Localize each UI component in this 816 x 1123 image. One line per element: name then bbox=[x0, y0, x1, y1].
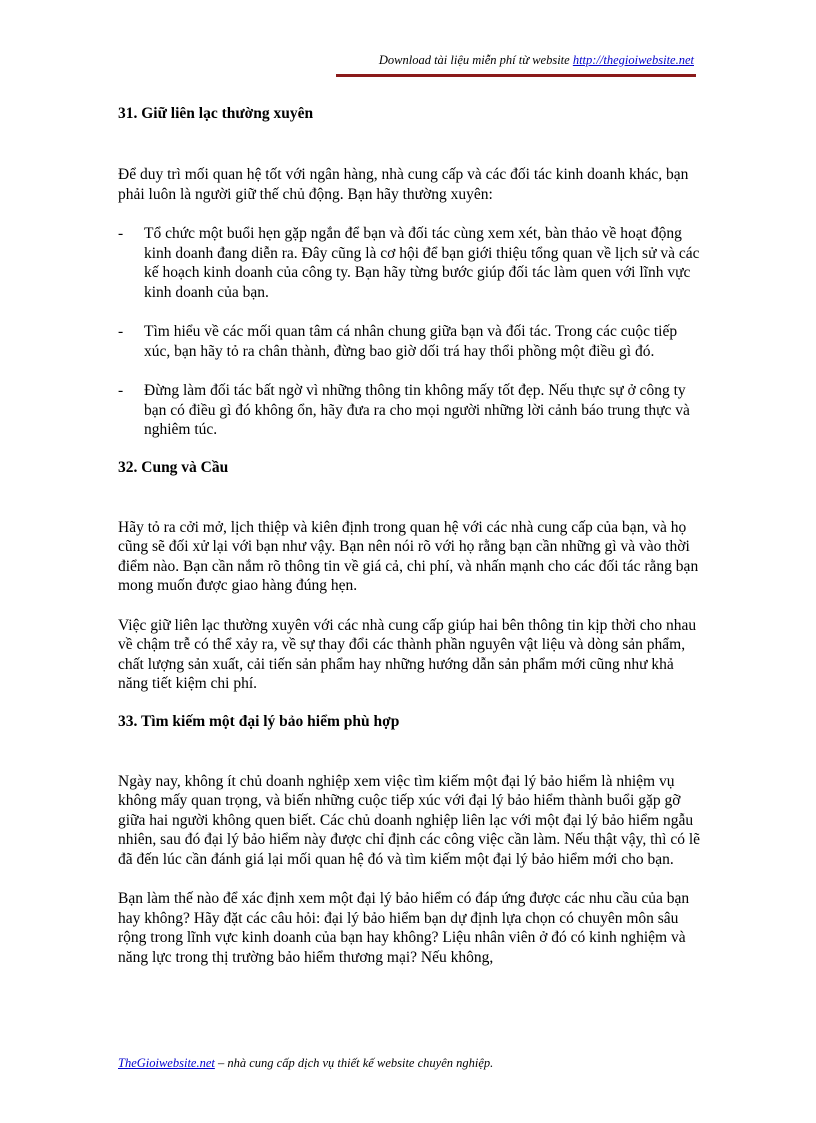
bullet-text: Tổ chức một buổi hẹn gặp ngắn để bạn và đối tác cùng xem xét, bàn thảo về hoạt động kinh doanh đang diễn ra. Đây cũng là cơ hội để bạn giới thiệu tổng quan về lịch sử và các kế hoạch kinh doanh của công ty. Bạn hãy từng bước giúp đối tác làm quen với lĩnh vực kinh doanh của bạn. bbox=[144, 225, 700, 301]
document-body bbox=[118, 100, 700, 967]
header-text: Download tài liệu miễn phí từ website bbox=[378, 53, 573, 67]
page-footer bbox=[118, 1055, 493, 1071]
section-31-paragraph-1: Để duy trì mối quan hệ tốt với ngân hàng, nhà cung cấp và các đối tác kinh doanh khác, bạn phải luôn là người giữ thế chủ động. Bạn hãy thường xuyên: bbox=[118, 166, 689, 203]
section-32-paragraph-1: Hãy tỏ ra cởi mở, lịch thiệp và kiên định trong quan hệ với các nhà cung cấp của bạn, và họ cũng sẽ đối xử lại với bạn như vậy. Bạn nên nói rõ với họ rằng bạn cần những gì và vào thời điểm nào. Bạn cần nắm rõ thông tin về giá cả, chi phí, và nhấn mạnh cho các đối tác rằng bạn mong muốn được giao hàng đúng hẹn. bbox=[118, 518, 699, 594]
header-rule bbox=[336, 74, 696, 77]
bullet-text: Đừng làm đối tác bất ngờ vì những thông tin không mấy tốt đẹp. Nếu thực sự ở công ty bạn có điều gì đó không ổn, hãy đưa ra cho mọi người những lời cảnh báo trung thực và nghiêm túc. bbox=[144, 382, 690, 438]
section-32-title: 32. Cung và Cầu bbox=[118, 458, 229, 476]
section-31-bullet-1 bbox=[118, 224, 700, 302]
bullet-text: Tìm hiểu về các mối quan tâm cá nhân chung giữa bạn và đối tác. Trong các cuộc tiếp xúc, bạn hãy tỏ ra chân thành, đừng bao giờ dối trá hay thổi phồng một điều gì đó. bbox=[144, 323, 678, 360]
footer-link[interactable]: TheGioiwebsite.net bbox=[118, 1056, 215, 1070]
page-header bbox=[334, 52, 694, 68]
section-32-paragraph-2: Việc giữ liên lạc thường xuyên với các nhà cung cấp giúp hai bên thông tin kịp thời cho nhau về chậm trễ có thể xảy ra, về sự thay đổi các thành phần nguyên vật liệu và dòng sản phẩm, chất lượng sản xuất, cải tiến sản phẩm hay những hướng dẫn sản phẩm mới cũng như khả năng tiết kiệm chi phí. bbox=[118, 616, 697, 692]
section-31-bullet-3 bbox=[118, 381, 700, 440]
bullet-dash: - bbox=[118, 382, 124, 399]
header-link[interactable]: http://thegioiwebsite.net bbox=[572, 53, 694, 67]
section-33-paragraph-2: Bạn làm thế nào để xác định xem một đại lý bảo hiểm có đáp ứng được các nhu cầu của bạn hay không? Hãy đặt các câu hỏi: đại lý bảo hiểm bạn dự định lựa chọn có chuyên môn sâu rộng trong lĩnh vực kinh doanh của bạn hay không? Liệu nhân viên ở đó có kinh nghiệm và năng lực trong thị trường bảo hiểm thương mại? Nếu không, bbox=[118, 890, 690, 966]
section-33-title: 33. Tìm kiếm một đại lý bảo hiểm phù hợp bbox=[118, 712, 400, 730]
section-33-paragraph-1: Ngày nay, không ít chủ doanh nghiệp xem việc tìm kiếm một đại lý bảo hiểm là nhiệm vụ không mấy quan trọng, và biến những cuộc tiếp xúc với đại lý bảo hiểm thành buổi gặp gỡ giữa hai người không quen biết. Các chủ doanh nghiệp liên lạc với một đại lý bảo hiểm ngẫu nhiên, sau đó đại lý bảo hiểm này được chỉ định các công việc cần làm. Nếu thật vậy, thì có lẽ đã đến lúc cần đánh giá lại mối quan hệ đó và tìm kiếm một đại lý bảo hiểm mới cho bạn. bbox=[118, 772, 701, 868]
bullet-dash: - bbox=[118, 225, 124, 242]
section-31-title: 31. Giữ liên lạc thường xuyên bbox=[118, 105, 314, 122]
footer-text: – nhà cung cấp dịch vụ thiết kế website chuyên nghiệp. bbox=[214, 1056, 494, 1070]
bullet-dash: - bbox=[118, 323, 124, 340]
section-31-bullet-2 bbox=[118, 322, 700, 361]
